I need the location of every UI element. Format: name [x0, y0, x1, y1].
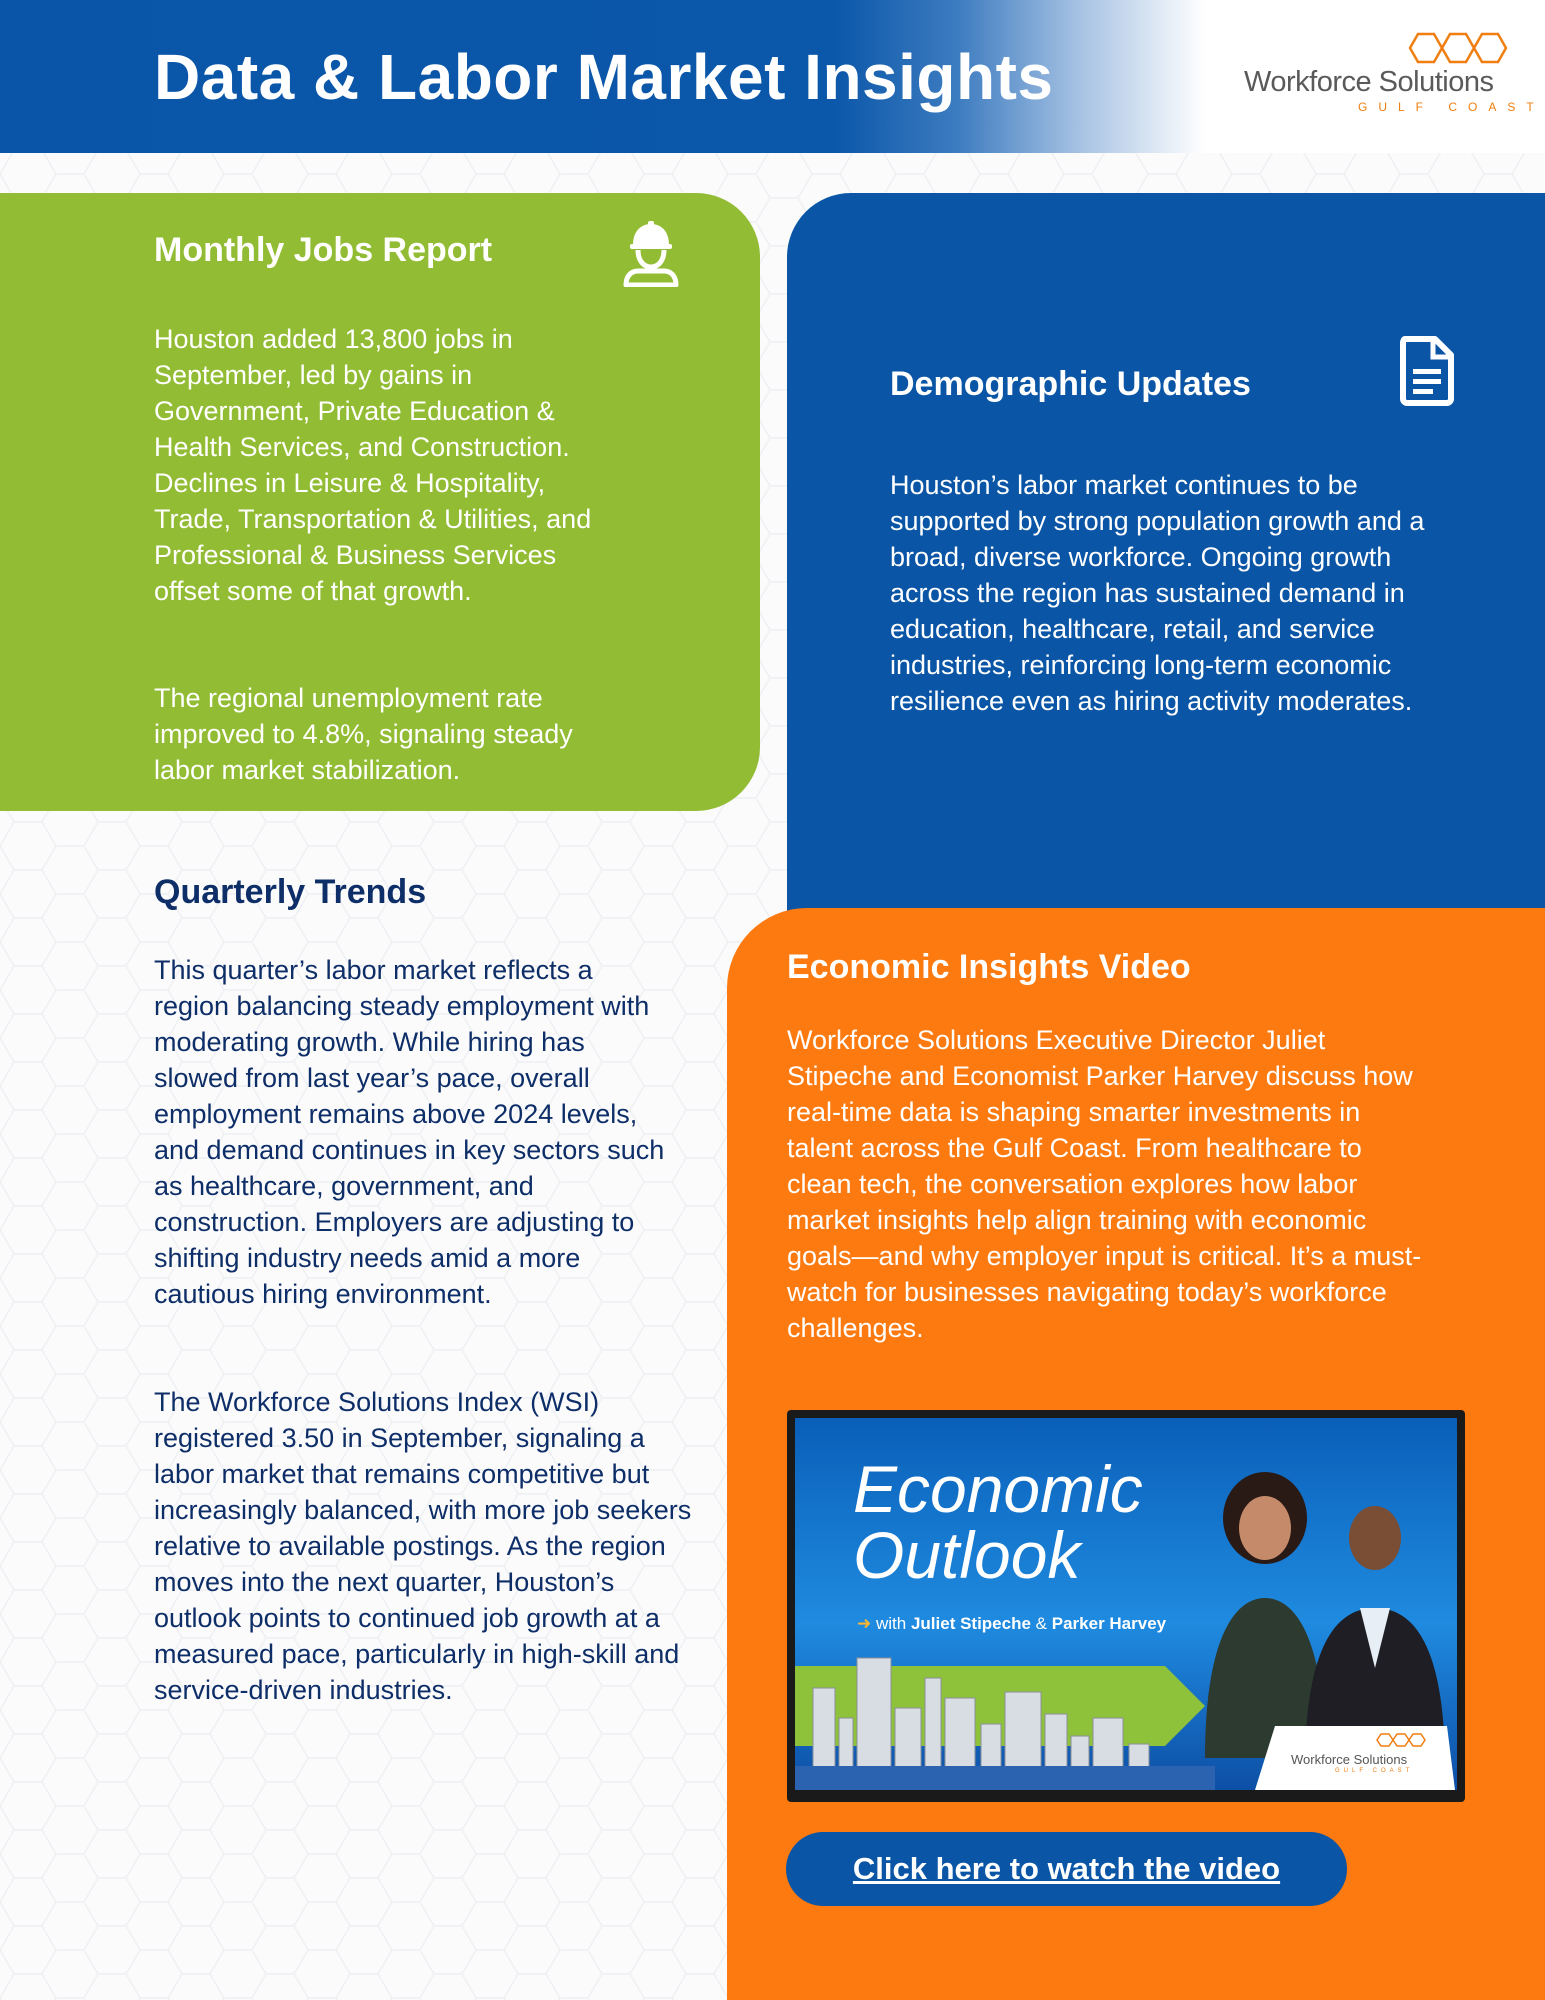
monthly-jobs-panel [0, 193, 760, 811]
monthly-jobs-title: Monthly Jobs Report [154, 231, 493, 269]
with-prefix: with [875, 1614, 907, 1633]
watch-video-button[interactable]: Click here to watch the video [786, 1832, 1347, 1906]
hosts-photo [1195, 1458, 1445, 1758]
video-thumbnail-hosts [857, 1614, 1166, 1634]
video-panel [727, 908, 1545, 2000]
video-thumbnail-title [853, 1452, 1143, 1592]
quarterly-trends-paragraph-2: The Workforce Solutions Index (WSI) registered 3.50 in September, signaling a labor market that remains competitive but increasingly balanced, with more job seekers relative to available postings. As the region moves into the next quarter, Houston’s outlook points to continued job growth at a measured pace, particularly in high-skill and service-driven industries. [154, 1387, 692, 1705]
video-logo-name: Workforce Solutions [1291, 1752, 1408, 1767]
quarterly-trends-title: Quarterly Trends [154, 873, 427, 911]
logo-hexagons-icon [1400, 28, 1510, 68]
arrow-right-icon: ➜ [857, 1614, 872, 1633]
quarterly-trends-paragraph-1: This quarter’s labor market reflects a region balancing steady employment with moderating growth. While hiring has slowed from last year’s pace, overall employment remains above 2024 levels, and demand continues in key sectors such as healthcare, government, and construction. Employers are adjusting to shifting industry needs amid a more cautious hiring environment. [154, 955, 665, 1309]
page-title: Data & Labor Market Insights [154, 41, 1054, 113]
video-paragraph-1: Workforce Solutions Executive Director Juliet Stipeche and Economist Parker Harvey discuss how real-time data is shaping smarter investments in talent across the Gulf Coast. From healthcare to clean tech, the conversation explores how labor market insights help align training with economic goals—and why employer input is critical. It’s a must-watch for businesses navigating today’s workforce challenges. [787, 1025, 1422, 1343]
video-thumbnail-title-line1: Economic [853, 1452, 1143, 1526]
host-2: Parker Harvey [1051, 1614, 1167, 1633]
logo-subtitle: GULF COAST [1358, 100, 1545, 114]
monthly-jobs-paragraph-2: The regional unemployment rate improved to 4.8%, signaling steady labor market stabilization. [154, 683, 573, 785]
document-icon [1397, 335, 1457, 407]
video-thumbnail[interactable] [787, 1410, 1465, 1802]
workforce-solutions-logo [1240, 28, 1545, 118]
host-1: Juliet Stipeche [910, 1614, 1031, 1633]
demographic-title: Demographic Updates [890, 365, 1251, 403]
video-title: Economic Insights Video [787, 948, 1191, 986]
houston-skyline [795, 1648, 1215, 1790]
demographic-paragraph-1: Houston’s labor market continues to be supported by strong population growth and a broad, diverse workforce. Ongoing growth across the region has sustained demand in education, healthcare, retail, and service industries, reinforcing long-term economic resilience even as hiring activity moderates. [890, 470, 1425, 716]
host-amp: & [1035, 1614, 1048, 1633]
worker-hardhat-icon [616, 217, 686, 287]
logo-name: Workforce Solutions [1244, 66, 1494, 98]
monthly-jobs-paragraph-1: Houston added 13,800 jobs in September, led by gains in Government, Private Education & Health Services, and Construction. Declines in Leisure & Hospitality, Trade, Transportation & Utilities, and Professional & Business Services offset some of that growth. [154, 324, 592, 606]
video-logo-subtitle: GULF COAST [1335, 1768, 1414, 1774]
video-thumbnail-title-line2: Outlook [853, 1518, 1081, 1592]
page-header [0, 0, 1545, 153]
video-thumbnail-image[interactable] [795, 1418, 1457, 1790]
demographic-panel [787, 193, 1545, 953]
